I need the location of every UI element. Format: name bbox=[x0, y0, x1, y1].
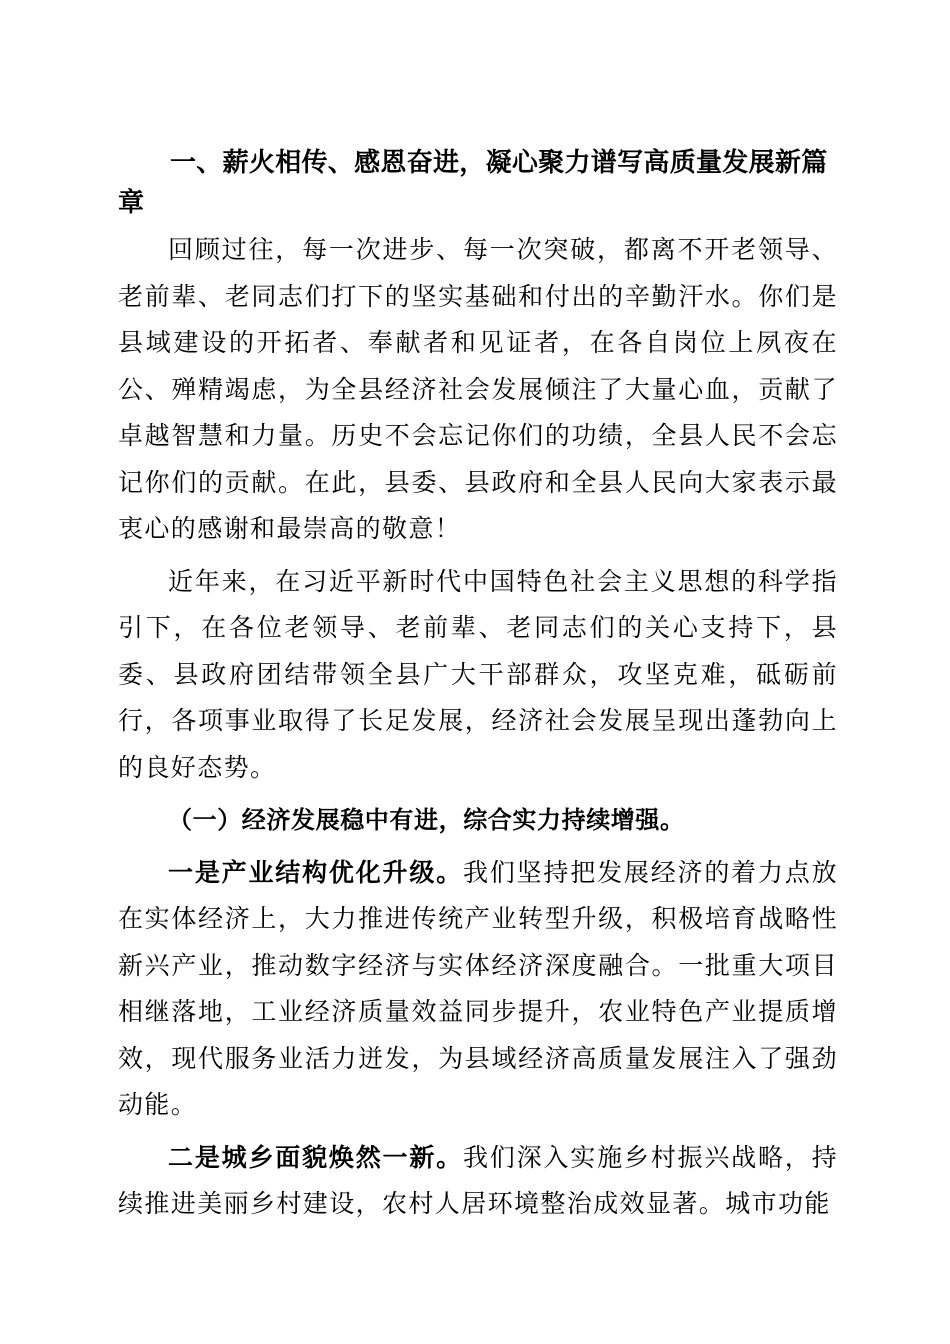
point-2-lead: 二是城乡面貌焕然一新。 bbox=[168, 1142, 463, 1172]
point-1-lead: 一是产业结构优化升级。 bbox=[168, 857, 463, 887]
subsection-heading: （一）经济发展稳中有进，综合实力持续增强。 bbox=[168, 806, 685, 834]
document-page bbox=[118, 143, 838, 1228]
paragraph-point-2 bbox=[118, 1135, 838, 1228]
paragraph-overview: 近年来，在习近平新时代中国特色社会主义思想的科学指引下，在各位老领导、老前辈、老同志们的关心支持下，县委、县政府团结带领全县广大干部群众，攻坚克难，砥砺前行，各项事业取得了长足发展，经济社会发展呈现出蓬勃向上的良好态势。 bbox=[118, 566, 838, 782]
section-heading: 一、薪火相传、感恩奋进，凝心聚力谱写高质量发展新篇章 bbox=[118, 148, 828, 218]
paragraph-point-1 bbox=[118, 850, 838, 1129]
paragraph-tribute: 回顾过往，每一次进步、每一次突破，都离不开老领导、老前辈、老同志们打下的坚实基础和付出的辛勤汗水。你们是县域建设的开拓者、奉献者和见证者，在各自岗位上夙夜在公、殚精竭虑，为全县经济社会发展倾注了大量心血，贡献了卓越智慧和力量。历史不会忘记你们的功绩，全县人民不会忘记你们的贡献。在此，县委、县政府和全县人民向大家表示最衷心的感谢和最崇高的敬意！ bbox=[118, 235, 838, 543]
point-2-body: 我们深入实施乡村振兴战略，持续推进美丽乡村建设，农村人居环境整治成效显著。城市功能 bbox=[118, 1142, 838, 1218]
point-1-body: 我们坚持把发展经济的着力点放在实体经济上，大力推进传统产业转型升级，积极培育战略性新兴产业，推动数字经济与实体经济深度融合。一批重大项目相继落地，工业经济质量效益同步提升，农业特色产业提质增效，现代服务业活力迸发，为县域经济高质量发展注入了强劲动能。 bbox=[118, 857, 838, 1119]
